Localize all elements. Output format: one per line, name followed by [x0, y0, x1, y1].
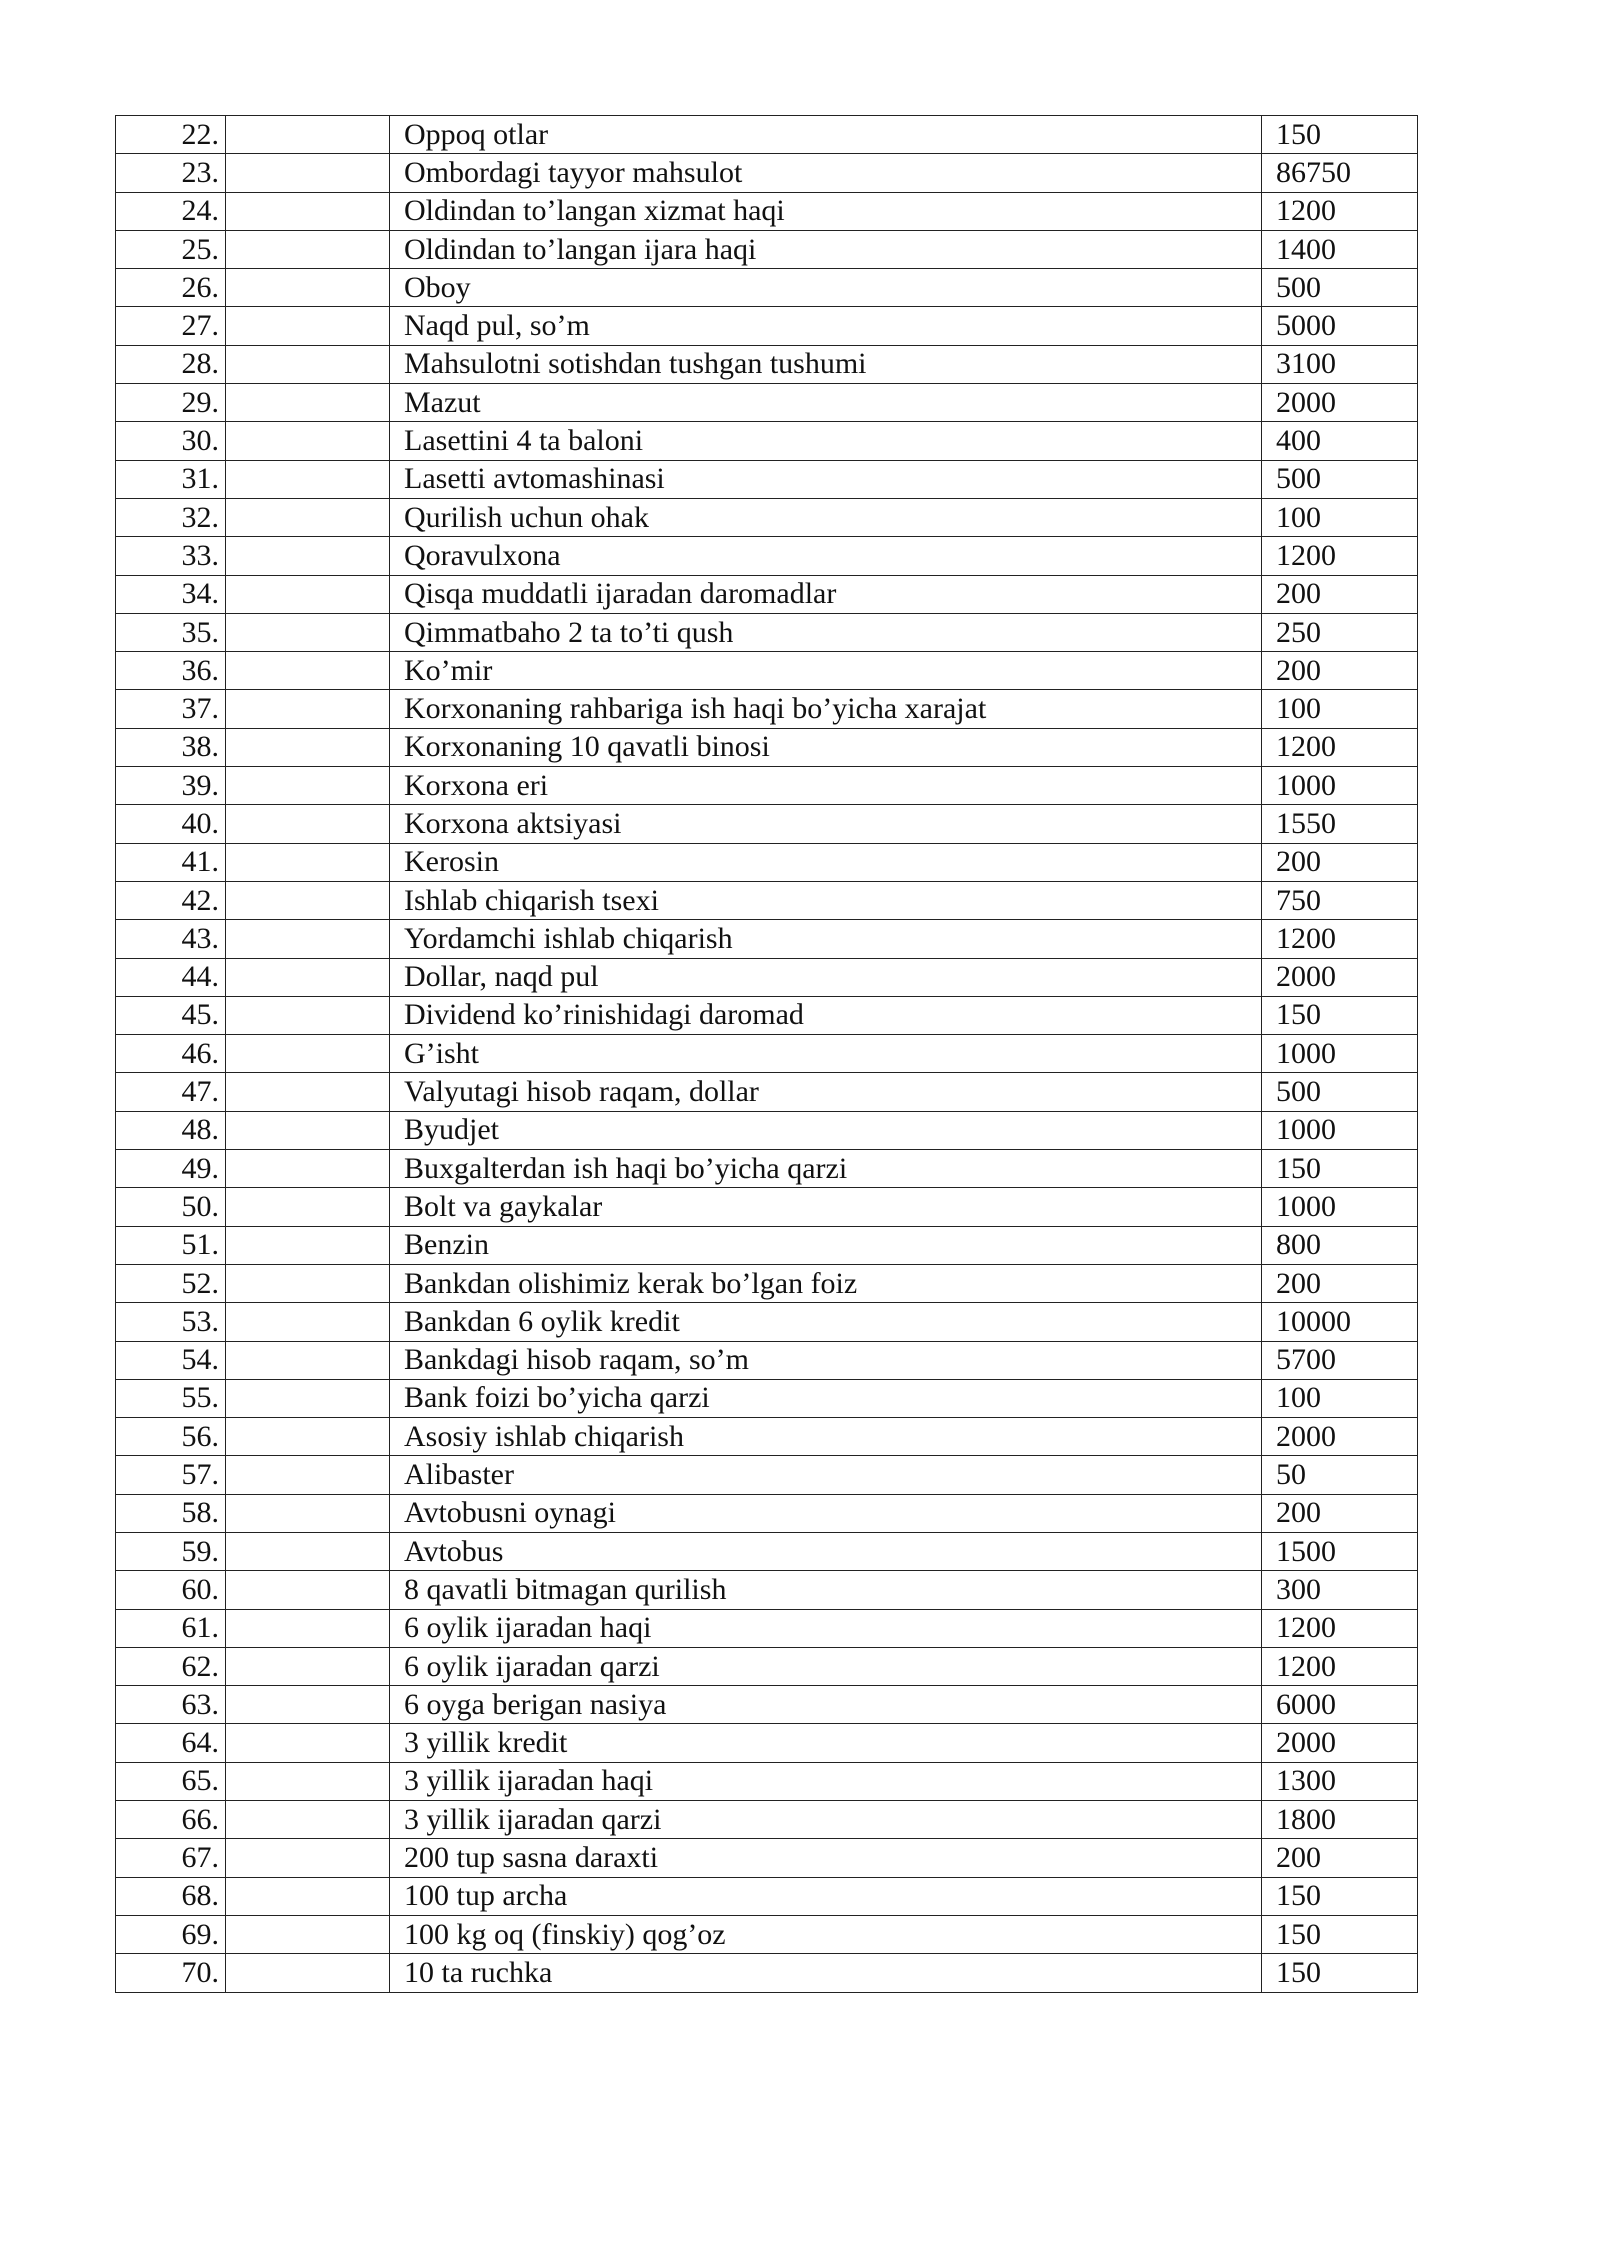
amount-cell: 1500	[1262, 1532, 1418, 1570]
amount-cell: 300	[1262, 1571, 1418, 1609]
row-number-cell: 22.	[116, 116, 226, 154]
amount-cell: 400	[1262, 422, 1418, 460]
amount-cell: 150	[1262, 1954, 1418, 1992]
blank-cell	[226, 805, 390, 843]
row-number-cell: 53.	[116, 1303, 226, 1341]
blank-cell	[226, 1188, 390, 1226]
item-name-cell: Buxgalterdan ish haqi bo’yicha qarzi	[390, 1150, 1262, 1188]
table-row	[116, 1801, 1418, 1839]
item-name-cell: Lasetti avtomashinasi	[390, 460, 1262, 498]
blank-cell	[226, 1877, 390, 1915]
blank-cell	[226, 1915, 390, 1953]
item-name-cell: Asosiy ishlab chiqarish	[390, 1418, 1262, 1456]
item-name-cell: Oldindan to’langan ijara haqi	[390, 230, 1262, 268]
row-number-cell: 70.	[116, 1954, 226, 1992]
blank-cell	[226, 1303, 390, 1341]
row-number-cell: 42.	[116, 881, 226, 919]
amount-cell: 800	[1262, 1226, 1418, 1264]
blank-cell	[226, 613, 390, 651]
row-number-cell: 49.	[116, 1150, 226, 1188]
item-name-cell: 3 yillik ijaradan haqi	[390, 1762, 1262, 1800]
row-number-cell: 65.	[116, 1762, 226, 1800]
table-row	[116, 920, 1418, 958]
table-row	[116, 192, 1418, 230]
amount-cell: 750	[1262, 881, 1418, 919]
row-number-cell: 63.	[116, 1686, 226, 1724]
item-name-cell: Korxonaning rahbariga ish haqi bo’yicha xarajat	[390, 690, 1262, 728]
row-number-cell: 41.	[116, 843, 226, 881]
table-row	[116, 1532, 1418, 1570]
row-number-cell: 66.	[116, 1801, 226, 1839]
table-row	[116, 1877, 1418, 1915]
blank-cell	[226, 1418, 390, 1456]
amount-cell: 1000	[1262, 767, 1418, 805]
item-name-cell: Mahsulotni sotishdan tushgan tushumi	[390, 345, 1262, 383]
table-row	[116, 843, 1418, 881]
amount-cell: 1200	[1262, 1647, 1418, 1685]
blank-cell	[226, 1609, 390, 1647]
row-number-cell: 68.	[116, 1877, 226, 1915]
item-name-cell: Korxona eri	[390, 767, 1262, 805]
table-row	[116, 1724, 1418, 1762]
amount-cell: 2000	[1262, 1724, 1418, 1762]
item-name-cell: Bankdan 6 oylik kredit	[390, 1303, 1262, 1341]
amount-cell: 200	[1262, 1264, 1418, 1302]
table-row	[116, 881, 1418, 919]
row-number-cell: 47.	[116, 1073, 226, 1111]
blank-cell	[226, 575, 390, 613]
blank-cell	[226, 996, 390, 1034]
table-row	[116, 1762, 1418, 1800]
item-name-cell: Valyutagi hisob raqam, dollar	[390, 1073, 1262, 1111]
table-row	[116, 1494, 1418, 1532]
row-number-cell: 51.	[116, 1226, 226, 1264]
blank-cell	[226, 154, 390, 192]
item-name-cell: Bank foizi bo’yicha qarzi	[390, 1379, 1262, 1417]
item-name-cell: 6 oylik ijaradan qarzi	[390, 1647, 1262, 1685]
item-name-cell: Mazut	[390, 384, 1262, 422]
amount-cell: 100	[1262, 1379, 1418, 1417]
amount-cell: 100	[1262, 498, 1418, 536]
blank-cell	[226, 1647, 390, 1685]
row-number-cell: 50.	[116, 1188, 226, 1226]
amount-cell: 2000	[1262, 958, 1418, 996]
amount-cell: 1300	[1262, 1762, 1418, 1800]
table-row	[116, 1647, 1418, 1685]
row-number-cell: 26.	[116, 269, 226, 307]
blank-cell	[226, 230, 390, 268]
table-row	[116, 690, 1418, 728]
row-number-cell: 57.	[116, 1456, 226, 1494]
amount-cell: 5000	[1262, 307, 1418, 345]
item-name-cell: Lasettini 4 ta baloni	[390, 422, 1262, 460]
table-row	[116, 1035, 1418, 1073]
item-name-cell: 6 oylik ijaradan haqi	[390, 1609, 1262, 1647]
item-name-cell: Qimmatbaho 2 ta to’ti qush	[390, 613, 1262, 651]
item-name-cell: Korxonaning 10 qavatli binosi	[390, 728, 1262, 766]
blank-cell	[226, 422, 390, 460]
amount-cell: 2000	[1262, 1418, 1418, 1456]
table-row	[116, 1264, 1418, 1302]
table-row	[116, 1226, 1418, 1264]
item-name-cell: 100 tup archa	[390, 1877, 1262, 1915]
row-number-cell: 37.	[116, 690, 226, 728]
amount-cell: 1000	[1262, 1188, 1418, 1226]
amount-cell: 150	[1262, 1877, 1418, 1915]
table-row	[116, 1111, 1418, 1149]
item-name-cell: Alibaster	[390, 1456, 1262, 1494]
blank-cell	[226, 537, 390, 575]
table-row	[116, 996, 1418, 1034]
table-row	[116, 1839, 1418, 1877]
table-row	[116, 384, 1418, 422]
amount-cell: 150	[1262, 1915, 1418, 1953]
item-name-cell: Yordamchi ishlab chiqarish	[390, 920, 1262, 958]
blank-cell	[226, 1494, 390, 1532]
item-name-cell: 6 oyga berigan nasiya	[390, 1686, 1262, 1724]
blank-cell	[226, 1150, 390, 1188]
blank-cell	[226, 116, 390, 154]
blank-cell	[226, 345, 390, 383]
amount-cell: 2000	[1262, 384, 1418, 422]
blank-cell	[226, 920, 390, 958]
row-number-cell: 61.	[116, 1609, 226, 1647]
blank-cell	[226, 1111, 390, 1149]
row-number-cell: 35.	[116, 613, 226, 651]
blank-cell	[226, 1456, 390, 1494]
blank-cell	[226, 1762, 390, 1800]
blank-cell	[226, 728, 390, 766]
table-row	[116, 652, 1418, 690]
blank-cell	[226, 1686, 390, 1724]
amount-cell: 5700	[1262, 1341, 1418, 1379]
blank-cell	[226, 652, 390, 690]
item-name-cell: Bolt va gaykalar	[390, 1188, 1262, 1226]
item-name-cell: 100 kg oq (finskiy) qog’oz	[390, 1915, 1262, 1953]
table-row	[116, 613, 1418, 651]
blank-cell	[226, 269, 390, 307]
item-name-cell: 10 ta ruchka	[390, 1954, 1262, 1992]
row-number-cell: 23.	[116, 154, 226, 192]
amount-cell: 10000	[1262, 1303, 1418, 1341]
row-number-cell: 60.	[116, 1571, 226, 1609]
table-row	[116, 307, 1418, 345]
table-row	[116, 1609, 1418, 1647]
blank-cell	[226, 384, 390, 422]
blank-cell	[226, 1264, 390, 1302]
amount-cell: 200	[1262, 1494, 1418, 1532]
amount-cell: 1200	[1262, 1609, 1418, 1647]
table-row	[116, 1150, 1418, 1188]
table-row	[116, 1686, 1418, 1724]
row-number-cell: 27.	[116, 307, 226, 345]
row-number-cell: 30.	[116, 422, 226, 460]
amount-cell: 500	[1262, 269, 1418, 307]
blank-cell	[226, 1035, 390, 1073]
ledger-table-body	[116, 116, 1418, 1993]
row-number-cell: 24.	[116, 192, 226, 230]
table-row	[116, 498, 1418, 536]
row-number-cell: 45.	[116, 996, 226, 1034]
table-row	[116, 1418, 1418, 1456]
table-row	[116, 1954, 1418, 1992]
amount-cell: 1550	[1262, 805, 1418, 843]
blank-cell	[226, 958, 390, 996]
item-name-cell: Qurilish uchun ohak	[390, 498, 1262, 536]
table-row	[116, 1571, 1418, 1609]
item-name-cell: Kerosin	[390, 843, 1262, 881]
blank-cell	[226, 498, 390, 536]
blank-cell	[226, 192, 390, 230]
amount-cell: 500	[1262, 1073, 1418, 1111]
blank-cell	[226, 1341, 390, 1379]
item-name-cell: 3 yillik kredit	[390, 1724, 1262, 1762]
amount-cell: 1400	[1262, 230, 1418, 268]
amount-cell: 150	[1262, 116, 1418, 154]
item-name-cell: Qoravulxona	[390, 537, 1262, 575]
table-row	[116, 422, 1418, 460]
table-row	[116, 728, 1418, 766]
blank-cell	[226, 843, 390, 881]
amount-cell: 50	[1262, 1456, 1418, 1494]
blank-cell	[226, 1532, 390, 1570]
item-name-cell: Benzin	[390, 1226, 1262, 1264]
amount-cell: 200	[1262, 575, 1418, 613]
row-number-cell: 58.	[116, 1494, 226, 1532]
item-name-cell: Oldindan to’langan xizmat haqi	[390, 192, 1262, 230]
table-row	[116, 230, 1418, 268]
row-number-cell: 38.	[116, 728, 226, 766]
row-number-cell: 33.	[116, 537, 226, 575]
amount-cell: 86750	[1262, 154, 1418, 192]
item-name-cell: Dollar, naqd pul	[390, 958, 1262, 996]
blank-cell	[226, 1801, 390, 1839]
amount-cell: 500	[1262, 460, 1418, 498]
blank-cell	[226, 1073, 390, 1111]
table-row	[116, 1341, 1418, 1379]
row-number-cell: 31.	[116, 460, 226, 498]
table-row	[116, 537, 1418, 575]
item-name-cell: 200 tup sasna daraxti	[390, 1839, 1262, 1877]
amount-cell: 200	[1262, 1839, 1418, 1877]
item-name-cell: 3 yillik ijaradan qarzi	[390, 1801, 1262, 1839]
item-name-cell: Bankdagi hisob raqam, so’m	[390, 1341, 1262, 1379]
amount-cell: 250	[1262, 613, 1418, 651]
row-number-cell: 36.	[116, 652, 226, 690]
amount-cell: 1000	[1262, 1111, 1418, 1149]
table-row	[116, 1379, 1418, 1417]
row-number-cell: 32.	[116, 498, 226, 536]
item-name-cell: Avtobusni oynagi	[390, 1494, 1262, 1532]
table-row	[116, 1915, 1418, 1953]
row-number-cell: 69.	[116, 1915, 226, 1953]
table-row	[116, 805, 1418, 843]
blank-cell	[226, 1226, 390, 1264]
blank-cell	[226, 690, 390, 728]
table-row	[116, 958, 1418, 996]
table-row	[116, 575, 1418, 613]
item-name-cell: Korxona aktsiyasi	[390, 805, 1262, 843]
row-number-cell: 59.	[116, 1532, 226, 1570]
blank-cell	[226, 460, 390, 498]
blank-cell	[226, 1954, 390, 1992]
table-row	[116, 460, 1418, 498]
table-row	[116, 1456, 1418, 1494]
item-name-cell: Avtobus	[390, 1532, 1262, 1570]
amount-cell: 150	[1262, 1150, 1418, 1188]
item-name-cell: Naqd pul, so’m	[390, 307, 1262, 345]
item-name-cell: Ko’mir	[390, 652, 1262, 690]
table-row	[116, 116, 1418, 154]
blank-cell	[226, 1379, 390, 1417]
row-number-cell: 67.	[116, 1839, 226, 1877]
row-number-cell: 40.	[116, 805, 226, 843]
row-number-cell: 44.	[116, 958, 226, 996]
row-number-cell: 29.	[116, 384, 226, 422]
table-row	[116, 269, 1418, 307]
amount-cell: 200	[1262, 843, 1418, 881]
item-name-cell: Byudjet	[390, 1111, 1262, 1149]
blank-cell	[226, 1839, 390, 1877]
amount-cell: 6000	[1262, 1686, 1418, 1724]
item-name-cell: Oboy	[390, 269, 1262, 307]
row-number-cell: 56.	[116, 1418, 226, 1456]
amount-cell: 150	[1262, 996, 1418, 1034]
row-number-cell: 43.	[116, 920, 226, 958]
row-number-cell: 52.	[116, 1264, 226, 1302]
amount-cell: 3100	[1262, 345, 1418, 383]
row-number-cell: 34.	[116, 575, 226, 613]
blank-cell	[226, 881, 390, 919]
amount-cell: 1200	[1262, 920, 1418, 958]
table-row	[116, 345, 1418, 383]
table-row	[116, 1188, 1418, 1226]
amount-cell: 1200	[1262, 537, 1418, 575]
item-name-cell: G’isht	[390, 1035, 1262, 1073]
item-name-cell: Ombordagi tayyor mahsulot	[390, 154, 1262, 192]
item-name-cell: Dividend ko’rinishidagi daromad	[390, 996, 1262, 1034]
amount-cell: 1800	[1262, 1801, 1418, 1839]
table-row	[116, 1073, 1418, 1111]
row-number-cell: 46.	[116, 1035, 226, 1073]
table-row	[116, 767, 1418, 805]
row-number-cell: 25.	[116, 230, 226, 268]
row-number-cell: 39.	[116, 767, 226, 805]
ledger-table	[115, 115, 1418, 1993]
blank-cell	[226, 1724, 390, 1762]
blank-cell	[226, 1571, 390, 1609]
item-name-cell: 8 qavatli bitmagan qurilish	[390, 1571, 1262, 1609]
table-row	[116, 1303, 1418, 1341]
amount-cell: 100	[1262, 690, 1418, 728]
blank-cell	[226, 307, 390, 345]
blank-cell	[226, 767, 390, 805]
table-row	[116, 154, 1418, 192]
item-name-cell: Bankdan olishimiz kerak bo’lgan foiz	[390, 1264, 1262, 1302]
amount-cell: 1000	[1262, 1035, 1418, 1073]
amount-cell: 200	[1262, 652, 1418, 690]
row-number-cell: 62.	[116, 1647, 226, 1685]
row-number-cell: 48.	[116, 1111, 226, 1149]
item-name-cell: Oppoq otlar	[390, 116, 1262, 154]
row-number-cell: 64.	[116, 1724, 226, 1762]
amount-cell: 1200	[1262, 192, 1418, 230]
row-number-cell: 55.	[116, 1379, 226, 1417]
item-name-cell: Ishlab chiqarish tsexi	[390, 881, 1262, 919]
row-number-cell: 54.	[116, 1341, 226, 1379]
row-number-cell: 28.	[116, 345, 226, 383]
item-name-cell: Qisqa muddatli ijaradan daromadlar	[390, 575, 1262, 613]
amount-cell: 1200	[1262, 728, 1418, 766]
